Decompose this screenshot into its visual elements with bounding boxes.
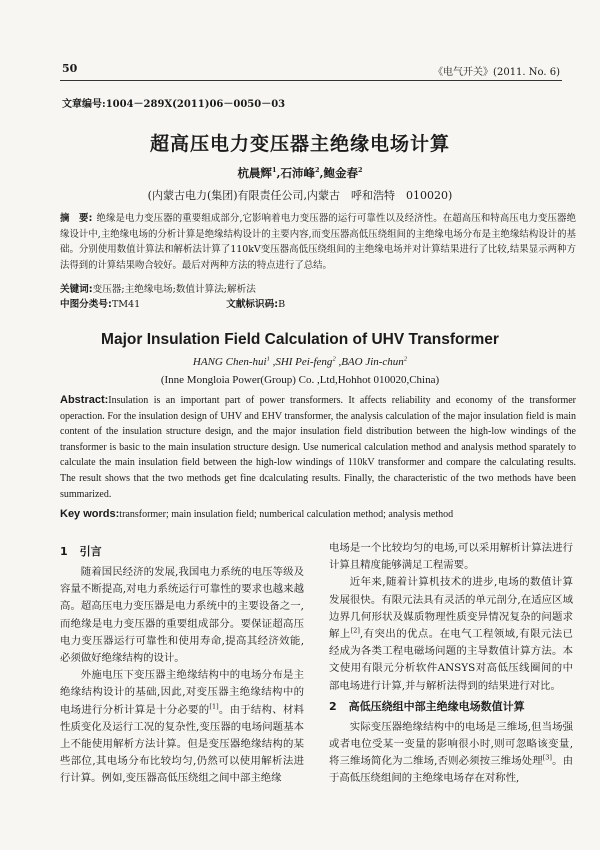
paragraph-text: ,有突出的优点。在电气工程领域,有限元法已经成为各类工程电磁场问题的主导数值计算方法。本文使用有限元分析软件ANSYS对高低压线圈间的中部电场进行计算,并与解析法得到的结果进行对比。	[329, 628, 573, 692]
english-authors	[0, 356, 600, 368]
class-number-value: TM41	[111, 299, 141, 310]
author-name: 杭晨辉	[237, 166, 272, 180]
body-column-right	[329, 540, 573, 788]
paragraph-text: 。由于高低压绕组间的主绝缘电场存在对称性,	[329, 755, 573, 785]
english-title: Major Insulation Field Calculation of UHV Transformer	[101, 331, 499, 348]
english-affiliation: (Inne Mongloia Power(Group) Co. ,Ltd,Hohhot 010020,China)	[160, 374, 440, 386]
author-affiliation-mark: 1	[271, 166, 277, 175]
chinese-abstract	[60, 211, 576, 273]
paragraph-text: 。由于结构、材料性质变化及运行工况的复杂性,变压器的电场问题基本上不能使用解析方法计算。但是变压器绝缘结构的某些部位,其电场分布比较均匀,仍然可以使用解析法进行计算。例如,变压器高低压绕组之间中部主绝缘	[60, 703, 304, 785]
abstract-text: Insulation is an important part of power transformers. It affects reliability and economy of the transformer operaction. For the insulation design of UHV and EHV transformer, the analysis calculation of the major insulation field is main content of the insulation structure design, and the major insulation field distribution between the high-low windings of the transformer is basic to the main insulation structure design. Use numerical calculation method and analysis method sparately to calculate the main insulation field between the high-low windings of 110kV transformer and compare the calculating results. The result shows that the two methods get fine dcalculating results. Finally, the characteristic of the two methods have been summarized.	[60, 395, 576, 500]
author-name: HANG Chen-hui	[192, 356, 267, 368]
doc-code-label: 文献标识码:	[226, 299, 279, 310]
author-name: BAO Jin-chun	[341, 356, 404, 368]
section-number: 2	[329, 699, 337, 713]
chinese-affiliation: (内蒙古电力(集团)有限责任公司,内蒙古 呼和浩特 010020)	[147, 189, 453, 202]
author-name: 石沛峰	[280, 166, 315, 180]
author-separator: ,	[276, 166, 281, 180]
article-number: 文章编号:1004－289X(2011)06－0050－03	[62, 99, 286, 110]
chinese-keywords	[60, 281, 576, 295]
header-divider	[60, 80, 562, 81]
section-heading	[329, 695, 573, 719]
english-abstract	[60, 393, 576, 502]
paragraph-text: 外施电压下变压器主绝缘结构中的电场分布是主绝缘结构设计的基础,因此,对变压器主绝缘结构中的电场进行分析计算是十分必要的	[60, 669, 304, 716]
author-separator: ,	[269, 356, 276, 368]
keywords-text: 变压器;主绝缘电场;数值计算法;解析法	[92, 284, 256, 295]
page-number: 50	[62, 62, 78, 75]
paragraph: 随着国民经济的发展,我国电力系统的电压等级及容量不断提高,对电力系统运行可靠性的要求也越来越高。超高压电力变压器是电力系统中的主要设备之一,而绝缘是电力变压器的重要组成部分。要保证超高压电力变压器运行可靠性和使用寿命,提高其经济效能,必须做好绝缘结构的设计。	[60, 566, 304, 665]
paragraph-text: 实际变压器绝缘结构中的电场是三维场,但当场强或者电位受某一变量的影响很小时,则可忽略该变量,将三维场简化为二维场,否则必须按三维场处理	[329, 720, 573, 768]
paragraph: 电场是一个比较均匀的电场,可以采用解析计算法进行计算且精度能够满足工程需要。	[329, 542, 573, 572]
class-number-label: 中图分类号:	[60, 299, 112, 310]
abstract-text: 绝缘是电力变压器的重要组成部分,它影响着电力变压器的运行可靠性以及经济性。在超高压和特高压电力变压器绝缘设计中,主绝缘电场的分析计算是绝缘结构设计的主要内容,而变压器高低压绕组间的主绝缘电场分布是主绝缘结构设计的基础。分别使用数值计算法和解析法计算了110kV变压器高低压绕组间的主绝缘电场并对计算结果进行了比较,结果显示两种方法得到的计算结果吻合较好。最后对两种方法的特点进行了总结。	[60, 213, 576, 271]
section-heading	[60, 540, 304, 564]
author-affiliation-mark: 2	[332, 355, 336, 363]
section-number: 1	[60, 545, 68, 558]
body-column-left	[60, 540, 304, 788]
chinese-title: 超高压电力变压器主绝缘电场计算	[149, 133, 450, 155]
author-name: SHI Pei-feng	[275, 356, 333, 368]
abstract-label: 摘 要:	[60, 213, 93, 224]
classification-row	[60, 296, 576, 310]
citation: [1]	[209, 702, 219, 711]
section-title: 引言	[79, 545, 102, 558]
section-title: 高低压绕组中部主绝缘电场数值计算	[348, 699, 525, 713]
doc-code-value: B	[278, 299, 286, 310]
author-name: 鲍金春	[323, 166, 359, 180]
citation: [3]	[542, 753, 552, 762]
paragraph	[60, 667, 304, 787]
paragraph-text: 近年来,随着计算机技术的进步,电场的数值计算发展很快。有限元法具有灵活的单元剖分,在适应区域边界几何形状及媒质物理性质变异情况复杂的问题求解上	[329, 576, 573, 641]
keywords-label: Key words:	[60, 508, 120, 520]
keywords-text: transformer; main insulation field; numberical calculation method; analysis method	[119, 509, 454, 520]
author-affiliation-mark: 2	[314, 166, 320, 175]
author-affiliation-mark: 1	[266, 355, 270, 363]
author-separator: ,	[335, 356, 342, 368]
abstract-label: Abstract:	[60, 394, 109, 406]
keywords-label: 关键词:	[60, 284, 93, 295]
journal-name: 《电气开关》(2011. No. 6)	[433, 67, 560, 78]
english-keywords	[60, 508, 576, 520]
paragraph	[329, 574, 573, 694]
author-affiliation-mark: 2	[403, 355, 408, 363]
author-separator: ,	[319, 166, 324, 180]
author-affiliation-mark: 2	[358, 166, 363, 175]
citation: [2]	[350, 626, 360, 635]
chinese-authors	[0, 165, 600, 181]
paragraph	[329, 719, 573, 788]
